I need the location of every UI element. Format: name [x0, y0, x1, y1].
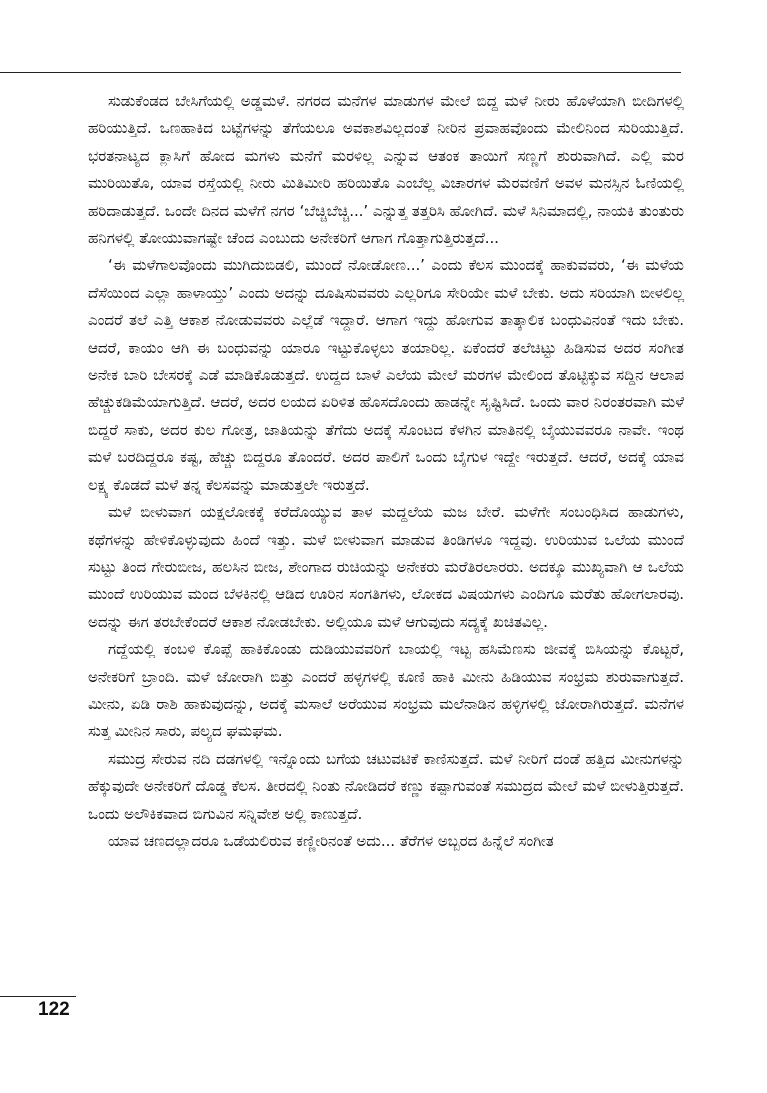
paragraph: ಸಮುದ್ರ ಸೇರುವ ನದಿ ದಡಗಳಲ್ಲಿ ಇನ್ನೊಂದು ಬಗೆಯ ಚಟುವಟಿಕೆ ಕಾಣಿಸುತ್ತದೆ. ಮಳೆ ನೀರಿಗೆ ದಂಡೆ ಹತ್ತಿದ ಮೀನುಗಳನ್ನು ಹೆಕ್ಕುವುದೇ ಅನೇಕರಿಗೆ ದೊಡ್ಡ ಕೆಲಸ. ತೀರದಲ್ಲಿ ನಿಂತು ನೋಡಿದರೆ ಕಣ್ಣು ಕಪ್ಪಾಗುವಂತೆ ಸಮುದ್ರದ ಮೇಲೆ ಮಳೆ ಬೀಳುತ್ತಿರುತ್ತದೆ. ಒಂದು ಅಲೌಕಿಕವಾದ ಬಿಗುವಿನ ಸನ್ನಿವೇಶ ಅಲ್ಲಿ ಕಾಣುತ್ತದೆ.: [88, 749, 684, 823]
page-number-rule: [0, 996, 76, 997]
body-text: [88, 88, 684, 855]
paragraph: ‘ಈ ಮಳೆಗಾಲವೊಂದು ಮುಗಿದುಬಿಡಲಿ, ಮುಂದೆ ನೋಡೋಣ...’ ಎಂದು ಕೆಲಸ ಮುಂದಕ್ಕೆ ಹಾಕುವವರು, ‘ಈ ಮಳೆಯ ದೆಸೆಯಿಂದ ಎಲ್ಲಾ ಹಾಳಾಯ್ತು’ ಎಂದು ಅದನ್ನು ದೂಷಿಸುವವರು ಎಲ್ಲರಿಗೂ ಸೇರಿಯೇ ಮಳೆ ಬೇಕು. ಅದು ಸರಿಯಾಗಿ ಬೀಳಲಿಲ್ಲ ಎಂದರೆ ತಲೆ ಎತ್ತಿ ಆಕಾಶ ನೋಡುವವರು ಎಲ್ಲೆಡೆ ಇದ್ದಾರೆ. ಆಗಾಗ ಇದ್ದು ಹೋಗುವ ತಾತ್ಕಾಲಿಕ ಬಂಧುವಿನಂತೆ ಇದು ಬೇಕು. ಆದರೆ, ಕಾಯಂ ಆಗಿ ಈ ಬಂಧುವನ್ನು ಯಾರೂ ಇಟ್ಟುಕೊಳ್ಳಲು ತಯಾರಿಲ್ಲ. ಏಕೆಂದರೆ ತಲೆಚಿಟ್ಟು ಹಿಡಿಸುವ ಅದರ ಸಂಗೀತ ಅನೇಕ ಬಾರಿ ಬೇಸರಕ್ಕೆ ಎಡೆ ಮಾಡಿಕೊಡುತ್ತದೆ. ಉದ್ದದ ಬಾಳೆ ಎಲೆಯ ಮೇಲೆ ಮರಗಳ ಮೇಲಿಂದ ತೊಟ್ಟಿಕ್ಕುವ ಸದ್ದಿನ ಆಲಾಪ ಹೆಚ್ಚುಕಡಿಮೆಯಾಗುತ್ತಿದೆ. ಆದರೆ, ಅದರ ಲಯದ ಏರಿಳಿತ ಹೊಸದೊಂದು ಹಾಡನ್ನೇ ಸೃಷ್ಟಿಸಿದೆ. ಒಂದು ವಾರ ನಿರಂತರವಾಗಿ ಮಳೆ ಬಿದ್ದರೆ ಸಾಕು, ಅದರ ಕುಲ ಗೋತ್ರ, ಜಾತಿಯನ್ನು ತೆಗೆದು ಅದಕ್ಕೆ ಸೊಂಟದ ಕೆಳಗಿನ ಮಾತಿನಲ್ಲಿ ಬೈಯುವವರೂ ನಾವೇ. ಇಂಥ ಮಳೆ ಬರದಿದ್ದರೂ ಕಷ್ಟ, ಹೆಚ್ಚು ಬಿದ್ದರೂ ತೊಂದರೆ. ಅದರ ಪಾಲಿಗೆ ಒಂದು ಬೈಗುಳ ಇದ್ದೇ ಇರುತ್ತದೆ. ಆದರೆ, ಅದಕ್ಕೆ ಯಾವ ಲಕ್ಷ್ಯ ಕೊಡದೆ ಮಳೆ ತನ್ನ ಕೆಲಸವನ್ನು ಮಾಡುತ್ತಲೇ ಇರುತ್ತದೆ.: [88, 256, 684, 494]
paragraph: ಯಾವ ಚಣದಲ್ಲಾದರೂ ಒಡೆಯಲಿರುವ ಕಣ್ಣೀರಿನಂತೆ ಅದು... ತೆರೆಗಳ ಅಬ್ಬರದ ಹಿನ್ನೆಲೆ ಸಂಗೀತ: [108, 831, 554, 850]
paragraph: ಸುಡುಕೆಂಡದ ಬೇಸಿಗೆಯಲ್ಲಿ ಅಡ್ಡಮಳೆ. ನಗರದ ಮನೆಗಳ ಮಾಡುಗಳ ಮೇಲೆ ಬಿದ್ದ ಮಳೆ ನೀರು ಹೊಳೆಯಾಗಿ ಬೀದಿಗಳಲ್ಲಿ ಹರಿಯುತ್ತಿದೆ. ಒಣಹಾಕಿದ ಬಟ್ಟೆಗಳನ್ನು ತೆಗೆಯಲೂ ಅವಕಾಶವಿಲ್ಲದಂತೆ ನೀರಿನ ಪ್ರವಾಹವೊಂದು ಮೇಲಿನಿಂದ ಸುರಿಯುತ್ತಿದೆ. ಭರತನಾಟ್ಯದ ಕ್ಲಾಸಿಗೆ ಹೋದ ಮಗಳು ಮನೆಗೆ ಮರಳಿಲ್ಲ ಎನ್ನುವ ಆತಂಕ ತಾಯಿಗೆ ಸಣ್ಣಗೆ ಶುರುವಾಗಿದೆ. ಎಲ್ಲಿ ಮರ ಮುರಿಯಿತೊ, ಯಾವ ರಸ್ತೆಯಲ್ಲಿ ನೀರು ಮಿತಿಮೀರಿ ಹರಿಯಿತೊ ಎಂಬೆಲ್ಲ ವಿಚಾರಗಳ ಮೆರವಣಿಗೆ ಅವಳ ಮನಸ್ಸಿನ ಓಣಿಯಲ್ಲಿ ಹರಿದಾಡುತ್ತದೆ. ಒಂದೇ ದಿನದ ಮಳೆಗೆ ನಗರ ‘ಬೆಚ್ಚಿಬೆಚ್ಚಿ...’ ಎನ್ನುತ್ತ ತತ್ತರಿಸಿ ಹೋಗಿದೆ. ಮಳೆ ಸಿನಿಮಾದಲ್ಲಿ, ನಾಯಕಿ ತುಂತುರು ಹನಿಗಳಲ್ಲಿ ತೋಯುವಾಗಷ್ಟೇ ಚೆಂದ ಎಂಬುದು ಅನೇಕರಿಗೆ ಆಗಾಗ ಗೊತ್ತಾಗುತ್ತಿರುತ್ತದೆ...: [88, 92, 684, 248]
paragraph: ಮಳೆ ಬೀಳುವಾಗ ಯಕ್ಷಲೋಕಕ್ಕೆ ಕರೆದೊಯ್ಯುವ ತಾಳ ಮದ್ದಲೆಯ ಮಜ ಬೇರೆ. ಮಳೆಗೇ ಸಂಬಂಧಿಸಿದ ಹಾಡುಗಳು, ಕಥೆಗಳನ್ನು ಹೇಳಿಕೊಳ್ಳುವುದು ಹಿಂದೆ ಇತ್ತು. ಮಳೆ ಬೀಳುವಾಗ ಮಾಡುವ ತಿಂಡಿಗಳೂ ಇದ್ದವು. ಉರಿಯುವ ಒಲೆಯ ಮುಂದೆ ಸುಟ್ಟು ತಿಂದ ಗೇರುಬೀಜ, ಹಲಸಿನ ಬೀಜ, ಶೇಂಗಾದ ರುಚಿಯನ್ನು ಅನೇಕರು ಮರೆತಿರಲಾರರು. ಅದಕ್ಕೂ ಮುಖ್ಯವಾಗಿ ಆ ಒಲೆಯ ಮುಂದೆ ಉರಿಯುವ ಮಂದ ಬೆಳಕಿನಲ್ಲಿ ಆಡಿದ ಊರಿನ ಸಂಗತಿಗಳು, ಲೋಕದ ವಿಷಯಗಳು ಎಂದಿಗೂ ಮರೆತು ಹೋಗಲಾರವು. ಅದನ್ನು ಈಗ ತರಬೇಕೆಂದರೆ ಆಕಾಶ ನೋಡಬೇಕು. ಅಲ್ಲಿಯೂ ಮಳೆ ಆಗುವುದು ಸದ್ಯಕ್ಕೆ ಖಚಿತವಿಲ್ಲ.: [88, 503, 684, 631]
header-rule: [0, 72, 681, 73]
page-number: 122: [38, 999, 70, 1020]
paragraph: ಗದ್ದೆಯಲ್ಲಿ ಕಂಬಳಿ ಕೊಪ್ಪೆ ಹಾಕಿಕೊಂಡು ದುಡಿಯುವವರಿಗೆ ಬಾಯಲ್ಲಿ ಇಟ್ಟ ಹಸಿಮೆಣಸು ಜೀವಕ್ಕೆ ಬಿಸಿಯನ್ನು ಕೊಟ್ಟರೆ, ಅನೇಕರಿಗೆ ಬ್ರಾಂದಿ. ಮಳೆ ಜೋರಾಗಿ ಬಿತ್ತು ಎಂದರೆ ಹಳ್ಳಗಳಲ್ಲಿ ಕೂಣಿ ಹಾಕಿ ಮೀನು ಹಿಡಿಯುವ ಸಂಭ್ರಮ ಶುರುವಾಗುತ್ತದೆ. ಮೀನು, ಏಡಿ ರಾಶಿ ಹಾಕುವುದನ್ನು, ಅದಕ್ಕೆ ಮಸಾಲೆ ಅರೆಯುವ ಸಂಭ್ರಮ ಮಲೆನಾಡಿನ ಹಳ್ಳಿಗಳಲ್ಲಿ ಜೋರಾಗಿರುತ್ತದೆ. ಮನೆಗಳ ಸುತ್ತ ಮೀನಿನ ಸಾರು, ಪಲ್ಯದ ಘಮಘಮ.: [88, 640, 684, 741]
